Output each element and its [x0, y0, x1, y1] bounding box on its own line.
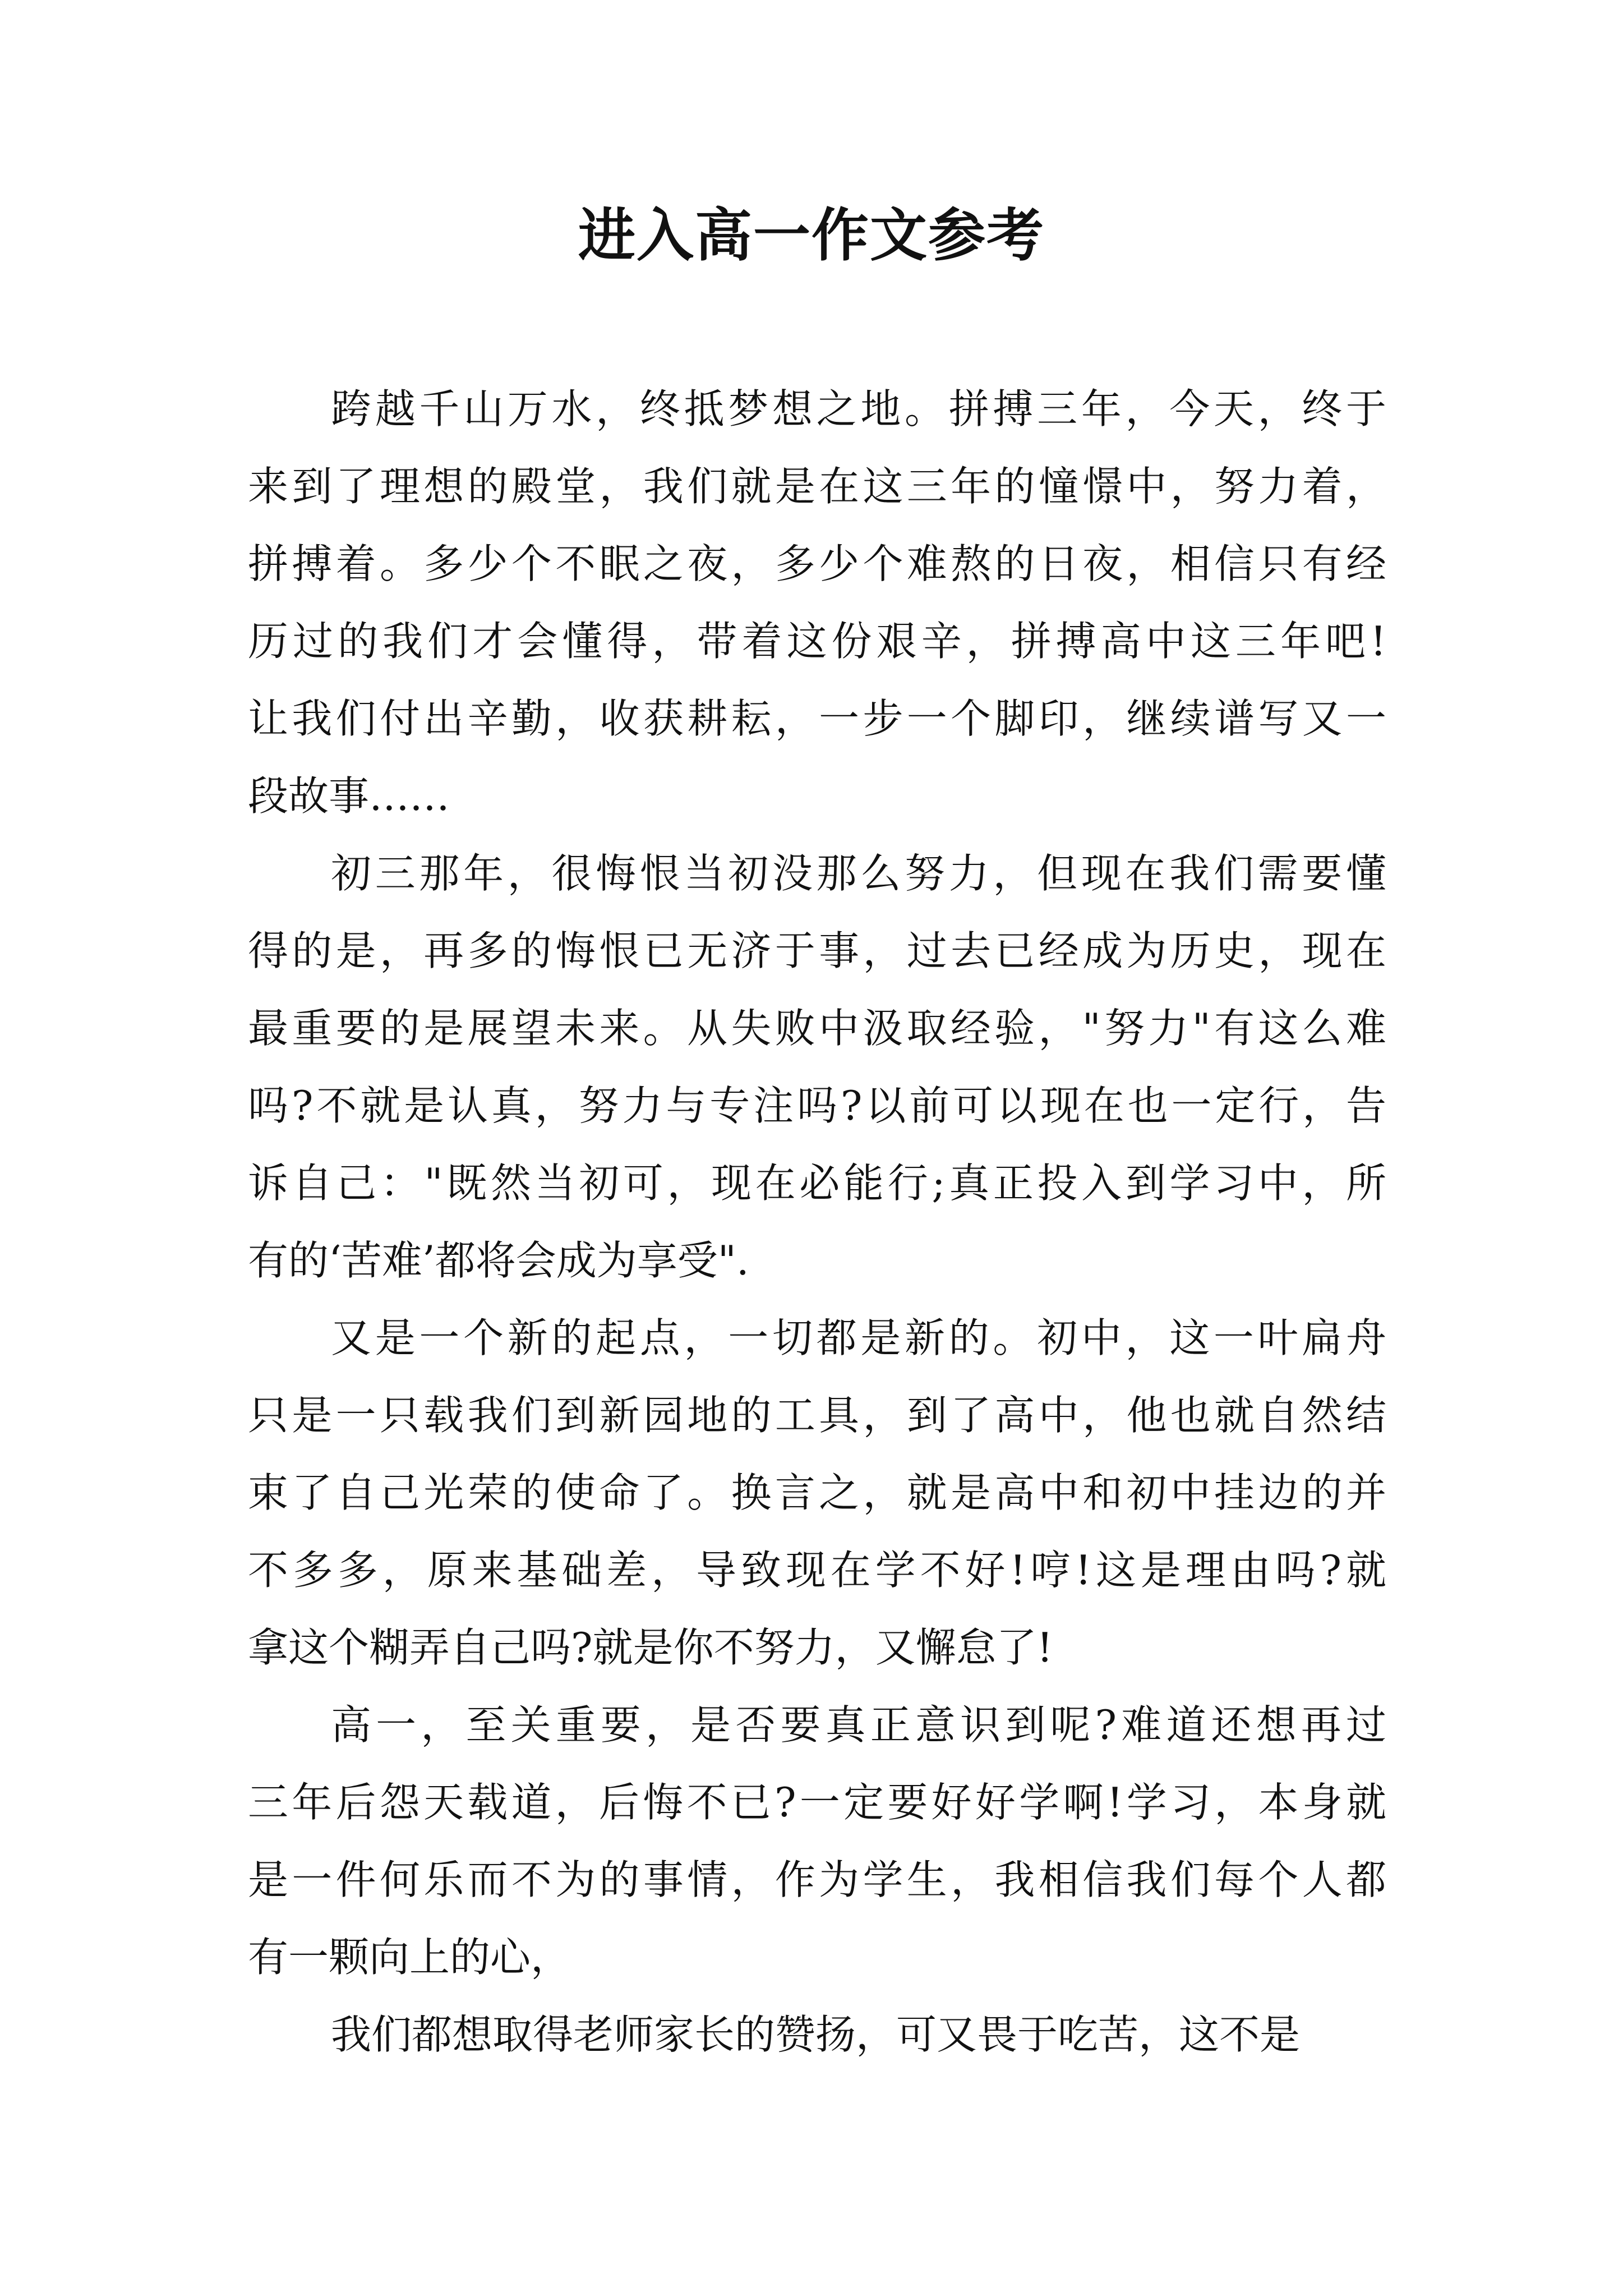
page-title: 进入高一作文参考: [578, 202, 1045, 269]
body-text-line: 段故事……: [248, 772, 450, 820]
body-text-line: 束了自己光荣的使命了。换言之，就是高中和初中挂边的并: [248, 1469, 1386, 1516]
body-text-line: 最重要的是展望未来。从失败中汲取经验，"努力"有这么难: [248, 1005, 1386, 1052]
body-text-line: 又是一个新的起点，一切都是新的。初中，这一叶扁舟: [331, 1314, 1386, 1361]
body-text-line: 拼搏着。多少个不眠之夜，多少个难熬的日夜，相信只有经: [248, 540, 1386, 587]
body-text-line: 得的是，再多的悔恨已无济于事，过去已经成为历史，现在: [248, 927, 1386, 974]
body-text-line: 是一件何乐而不为的事情，作为学生，我相信我们每个人都: [248, 1856, 1386, 1903]
body-text-line: 历过的我们才会懂得，带着这份艰辛，拼搏高中这三年吧!: [248, 618, 1386, 665]
body-text-line: 不多多，原来基础差，导致现在学不好!哼!这是理由吗?就: [248, 1547, 1386, 1594]
body-text-line: 三年后怨天载道，后悔不已?一定要好好学啊!学习，本身就: [248, 1779, 1386, 1826]
body-text-line: 我们都想取得老师家长的赞扬，可又畏于吃苦，这不是: [331, 2011, 1301, 2058]
body-text-line: 有的‘苦难’都将会成为享受".: [248, 1237, 749, 1284]
body-text-line: 吗?不就是认真，努力与专注吗?以前可以现在也一定行，告: [248, 1082, 1386, 1129]
body-text-line: 诉自己："既然当初可，现在必能行;真正投入到学习中，所: [248, 1159, 1386, 1207]
body-text-line: 跨越千山万水，终抵梦想之地。拼搏三年，今天，终于: [331, 385, 1386, 432]
body-text-line: 初三那年，很悔恨当初没那么努力，但现在我们需要懂: [331, 850, 1386, 897]
body-text-line: 来到了理想的殿堂，我们就是在这三年的憧憬中，努力着，: [248, 463, 1386, 510]
body-text-line: 有一颗向上的心，: [248, 1934, 571, 1981]
body-text-line: 拿这个糊弄自己吗?就是你不努力，又懈怠了!: [248, 1624, 1053, 1671]
body-text-line: 让我们付出辛勤，收获耕耘，一步一个脚印，继续谱写又一: [248, 695, 1386, 742]
document-body: [248, 370, 1386, 2073]
body-text-line: 只是一只载我们到新园地的工具，到了高中，他也就自然结: [248, 1392, 1386, 1439]
body-text-line: 高一，至关重要，是否要真正意识到呢?难道还想再过: [331, 1701, 1386, 1749]
